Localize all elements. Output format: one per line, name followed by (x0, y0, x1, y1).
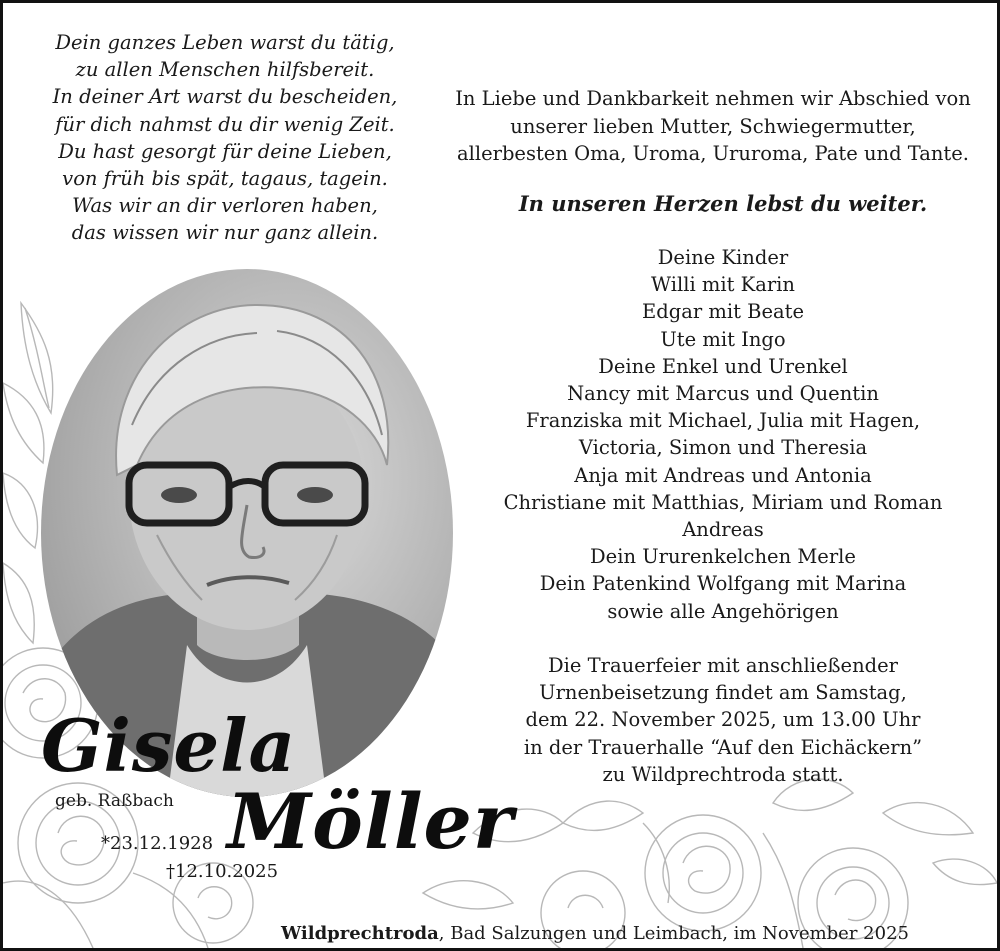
poem-line: In deiner Art warst du bescheiden, (52, 85, 398, 109)
mourner-line: Franziska mit Michael, Julia mit Hagen, (525, 409, 921, 433)
farewell-intro (423, 85, 1000, 168)
motto-heading: In unseren Herzen lebst du weiter. (518, 191, 928, 216)
poem-line: zu allen Menschen hilfsbereit. (75, 58, 375, 82)
poem-line: Du hast gesorgt für deine Lieben, (58, 139, 392, 163)
mourner-line: Anja mit Andreas und Antonia (574, 463, 872, 487)
funeral-line: zu Wildprechtroda statt. (602, 762, 844, 786)
mourner-line: Christiane mit Matthias, Miriam und Roman (503, 490, 943, 514)
mourner-line: Dein Patenkind Wolfgang mit Marina (539, 572, 907, 596)
intro-line: In Liebe und Dankbarkeit nehmen wir Abschied von (455, 87, 971, 110)
death-date: †12.10.2025 (166, 861, 279, 882)
poem-line: das wissen wir nur ganz allein. (71, 221, 379, 245)
poem-line: Dein ganzes Leben warst du tätig, (55, 31, 395, 54)
mourner-line: Edgar mit Beate (642, 300, 804, 324)
funeral-line: in der Trauerhalle “Auf den Eichäckern” (523, 735, 923, 759)
intro-line: allerbesten Oma, Uroma, Ururoma, Pate und Tante. (456, 142, 970, 165)
mourner-line: Ute mit Ingo (660, 327, 786, 351)
maiden-name: geb. Raßbach (55, 791, 174, 811)
funeral-details (423, 652, 1000, 788)
footer-locations (281, 923, 991, 944)
mourner-line: Deine Kinder (657, 246, 789, 269)
footer-place: Wildprechtroda (281, 923, 439, 944)
poem-line: Was wir an dir verloren haben, (72, 194, 378, 218)
intro-line: unserer lieben Mutter, Schwiegermutter, (510, 114, 916, 138)
poem-line: für dich nahmst du dir wenig Zeit. (55, 112, 395, 136)
birth-date: *23.12.1928 (101, 833, 214, 854)
mourner-line: Nancy mit Marcus und Quentin (567, 382, 879, 406)
memorial-poem (25, 29, 425, 247)
mourner-line: sowie alle Angehörigen (607, 599, 839, 623)
funeral-line: dem 22. November 2025, um 13.00 Uhr (525, 708, 921, 732)
mourner-line: Deine Enkel und Urenkel (598, 354, 848, 378)
funeral-line: Urnenbeisetzung findet am Samstag, (539, 681, 907, 705)
poem-line: von früh bis spät, tagaus, tagein. (62, 167, 388, 191)
last-name: Möller (227, 777, 514, 866)
funeral-line: Die Trauerfeier mit anschließender (548, 654, 898, 677)
mourner-line: Andreas (682, 518, 764, 542)
mourner-line: Victoria, Simon und Theresia (578, 436, 868, 460)
mourners-list (423, 244, 1000, 625)
mourner-line: Dein Ururenkelchen Merle (590, 545, 856, 569)
mourner-line: Willi mit Karin (651, 273, 795, 297)
first-name: Gisela (41, 703, 297, 788)
footer-rest: , Bad Salzungen und Leimbach, im November 2025 (438, 923, 909, 944)
